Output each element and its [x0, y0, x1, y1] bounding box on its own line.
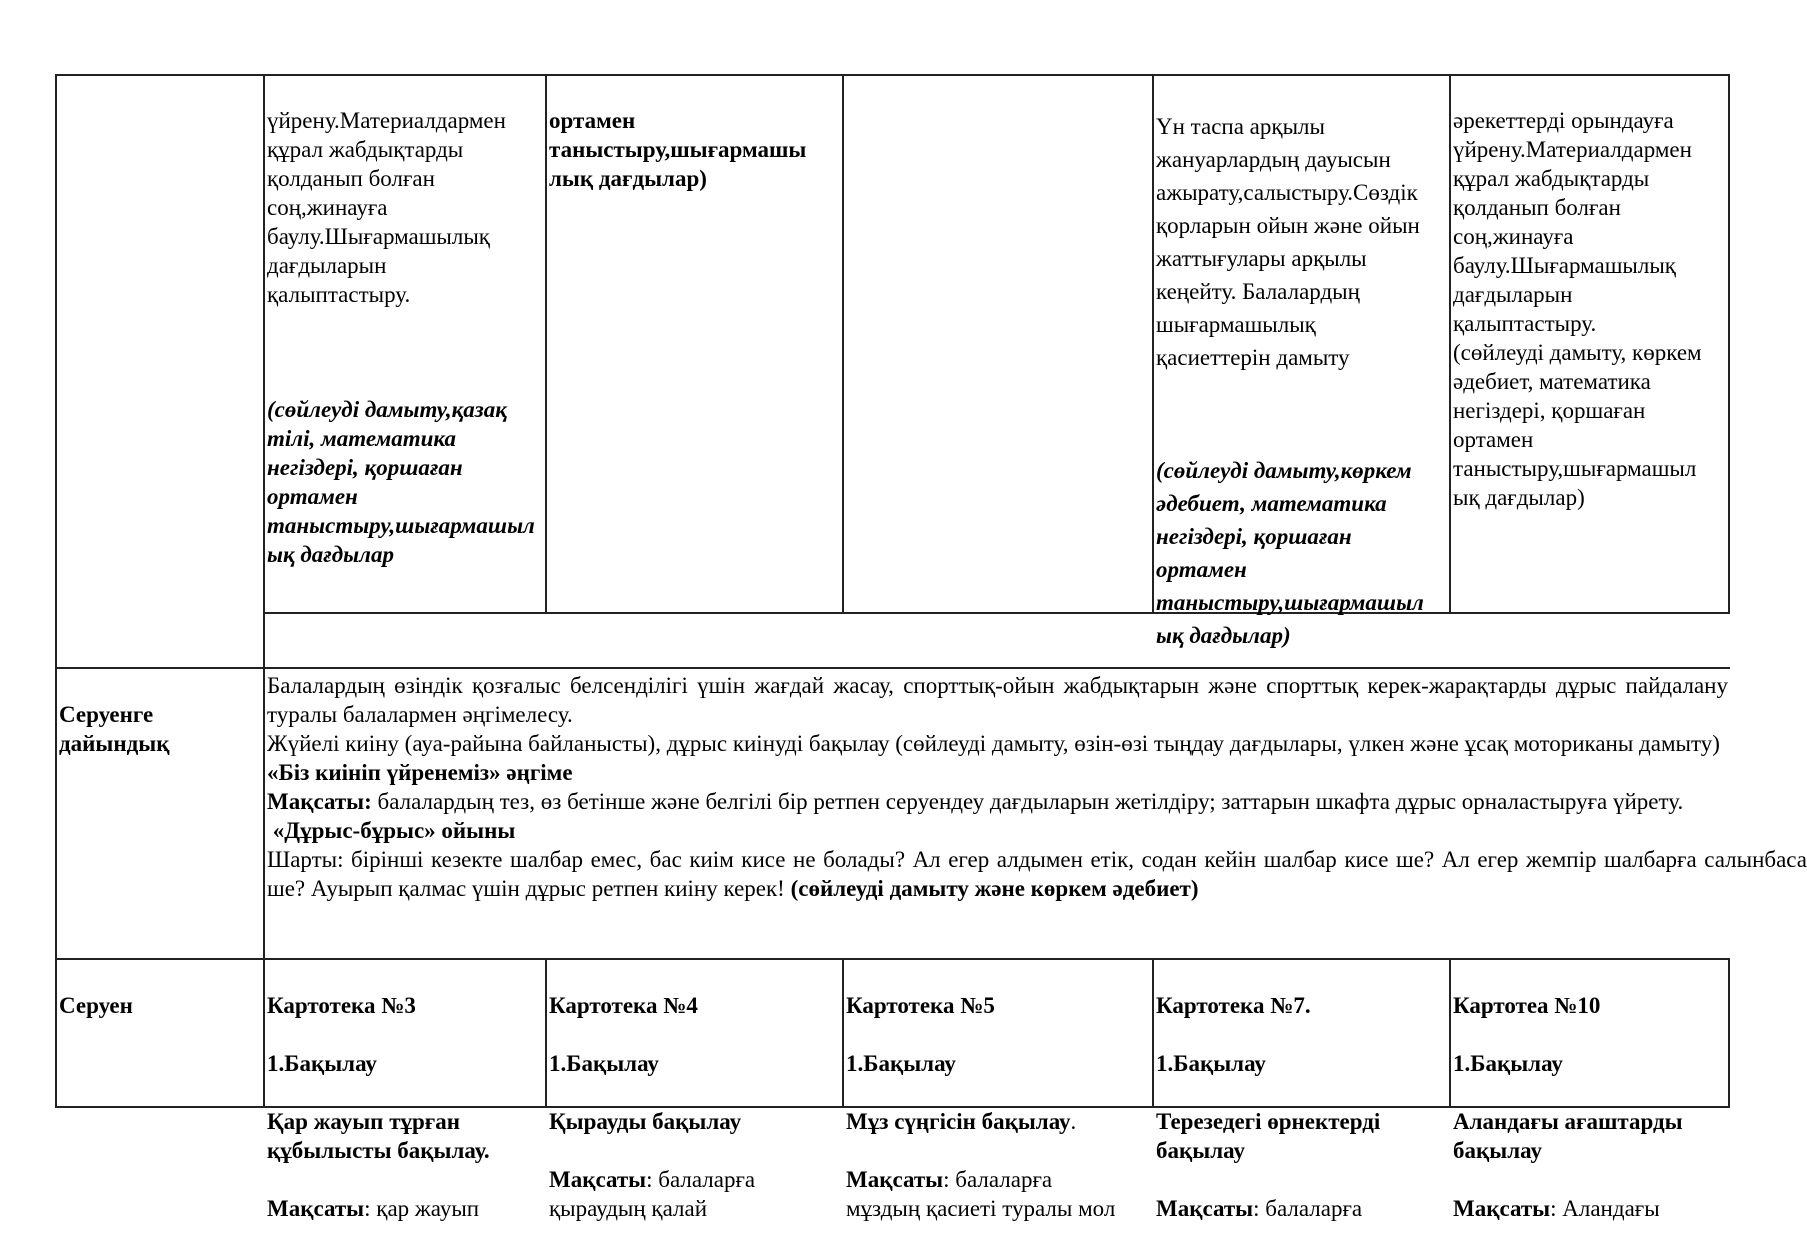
- walk-col4-topic-line: [846, 1107, 1151, 1136]
- table-border-left: [55, 74, 57, 1108]
- col4-divider-top: [1152, 74, 1154, 614]
- col5-divider-top: [1449, 74, 1451, 614]
- walk-col6-cell: [1453, 962, 1728, 1221]
- walk-col6-goal: [1453, 1194, 1728, 1223]
- row1-col5-text: Үн таспа арқылы жануарлардың дауысын ажырату,салыстыру.Сөздік қорларын ойын және ойын жаттығулары арқылы кеңейту. Балалардың шығармашылық қасиеттерін дамыту: [1156, 114, 1420, 370]
- row1-col5-areas: (сөйлеуді дамыту,көркем әдебиет, математика негіздері, қоршаған ортамен таныстыру,шығармашыл ық дағдылар): [1156, 458, 1424, 648]
- walk-col6-goal-text: : Аландағы: [1550, 1196, 1660, 1221]
- prep-line1: Балалардың өзіндік қозғалыс белсенділігі үшін жағдай жасау, спорттық-ойын жабдықтарын және спорттық керек-жарақтарды дұрыс пайдалану туралы балалармен әңгімелесу.: [267, 673, 1728, 727]
- walk-col2-topic: Қар жауып тұрған құбылысты бақылау.: [267, 1109, 490, 1163]
- col1-divider: [263, 74, 265, 1108]
- row1-col3-areas: ортамен таныстыру,шығармашы лық дағдылар): [549, 108, 807, 191]
- row1-bottom-border: [55, 667, 1730, 669]
- walk-col5-goal-label: Мақсаты: [1156, 1196, 1254, 1221]
- col3-divider-top: [842, 74, 844, 614]
- col5-divider-bottom: [1449, 958, 1451, 1108]
- col4-divider-bottom: [1152, 958, 1154, 1108]
- walk-col4-topic-tail: .: [1070, 1109, 1077, 1134]
- walk-label: Серуен: [59, 993, 133, 1018]
- row1-col2-areas: (сөйлеуді дамыту,қазақ тілі, математика негіздері, қоршаған ортамен таныстыру,шығармашыл ық дағдылар: [267, 397, 535, 567]
- walk-col3-goal-text: : балаларға қыраудың қалай: [549, 1167, 756, 1221]
- walk-col6-goal-label: Мақсаты: [1453, 1196, 1551, 1221]
- walk-col4-goal: [846, 1165, 1151, 1223]
- walk-col4-card: Картотека №5: [846, 993, 995, 1018]
- walk-col2-goal-text: : қар жауып: [364, 1196, 480, 1221]
- walk-col3-goal: [549, 1165, 842, 1223]
- prep-bottom-border: [55, 958, 1730, 960]
- col2-divider-top: [545, 74, 547, 614]
- row1-col2-cell: [267, 77, 545, 598]
- prep-goal: [267, 787, 1807, 816]
- row1-col6-cell: [1453, 77, 1729, 541]
- prep-goal-label: Мақсаты:: [267, 789, 372, 814]
- walk-col4-goal-text: : балаларға мұздың қасиеті туралы мол: [846, 1167, 1116, 1221]
- walk-col3-obs: 1.Бақылау: [549, 1051, 659, 1076]
- walk-col3-goal-label: Мақсаты: [549, 1167, 647, 1192]
- prep-rules-text: Шарты: бірінші кезекте шалбар емес, бас киім кисе не болады? Ал егер алдымен етік, содан кейін шалбар кисе ше? Ал егер жемпір шалбарға салынбаса ше? Ауырып қалмас үшін дұрыс ретпен киіну керек!: [267, 847, 1807, 901]
- walk-col2-goal: [267, 1194, 545, 1223]
- prep-talk-title: «Біз киініп үйренеміз» әңгіме: [267, 760, 573, 785]
- row1-col5-cell: [1156, 77, 1449, 685]
- walk-col2-cell: [267, 962, 545, 1221]
- walk-col4-cell: [846, 962, 1151, 1221]
- table-border-right-bottom: [1728, 958, 1730, 1108]
- prep-game-title: «Дұрыс-бұрыс» ойыны: [267, 818, 516, 843]
- walk-col5-goal-text: : балаларға: [1253, 1196, 1363, 1221]
- walk-col6-card: Картотеа №10: [1453, 993, 1601, 1018]
- walk-col4-obs: 1.Бақылау: [846, 1051, 956, 1076]
- prep-line2: Жүйелі киіну (ауа-райына байланысты), дұрыс киінуді бақылау (сөйлеуді дамыту, өзін-өзі тыңдау дағдылары, үлкен және ұсақ моториканы дамыту): [267, 731, 1720, 756]
- walk-col2-obs: 1.Бақылау: [267, 1051, 377, 1076]
- col2-divider-bottom: [545, 958, 547, 1108]
- walk-col3-topic: Қырауды бақылау: [549, 1109, 742, 1134]
- walk-col5-card: Картотека №7.: [1156, 993, 1311, 1018]
- prep-content-cell: [267, 671, 1807, 958]
- walk-col5-obs: 1.Бақылау: [1156, 1051, 1266, 1076]
- walk-col4-topic: Мұз сүңгісін бақылау: [846, 1109, 1071, 1134]
- walk-col3-cell: [549, 962, 842, 1221]
- col3-divider-bottom: [842, 958, 844, 1108]
- walk-col4-goal-label: Мақсаты: [846, 1167, 944, 1192]
- walk-col2-card: Картотека №3: [267, 993, 416, 1018]
- walk-col6-topic: Аландағы ағаштарды бақылау: [1453, 1109, 1683, 1163]
- prep-rules-areas: (сөйлеуді дамыту және көркем әдебиет): [790, 876, 1199, 901]
- walk-col3-card: Картотека №4: [549, 993, 698, 1018]
- row1-col2-text: үйрену.Материалдармен құрал жабдықтарды қолданып болған соң,жинауға баулу.Шығармашылық дағдыларын қалыптастыру.: [267, 108, 506, 307]
- row1-col6-text: әрекеттерді орындауға үйрену.Материалдармен құрал жабдықтарды қолданып болған соң,жинауға баулу.Шығармашылық дағдыларын қалыптастыру. (сөйлеуді дамыту, көркем әдебиет, математика негіздері, қоршаған ортамен таныстыру,шығармашыл ық дағдылар): [1453, 108, 1702, 510]
- walk-col5-goal: [1156, 1194, 1449, 1223]
- walk-col5-topic: Терезедегі өрнектерді бақылау: [1156, 1109, 1381, 1163]
- walk-col5-cell: [1156, 962, 1449, 1221]
- prep-goal-text: балалардың тез, өз бетінше және белгілі бір ретпен серуендеу дағдыларын жетілдіру; заттарын шкафта дұрыс орналастыруға үйрету.: [371, 789, 1684, 814]
- row1-inner-bottom-border: [263, 612, 1730, 614]
- prep-rules: [267, 845, 1807, 903]
- row1-col3-cell: [549, 77, 842, 222]
- walk-col2-goal-label: Мақсаты: [267, 1196, 365, 1221]
- prep-label: Серуенге дайындық: [59, 702, 170, 756]
- walk-col6-obs: 1.Бақылау: [1453, 1051, 1563, 1076]
- walk-label-cell: [59, 962, 259, 1049]
- table-border-top: [55, 74, 1730, 76]
- prep-label-cell: [59, 671, 259, 787]
